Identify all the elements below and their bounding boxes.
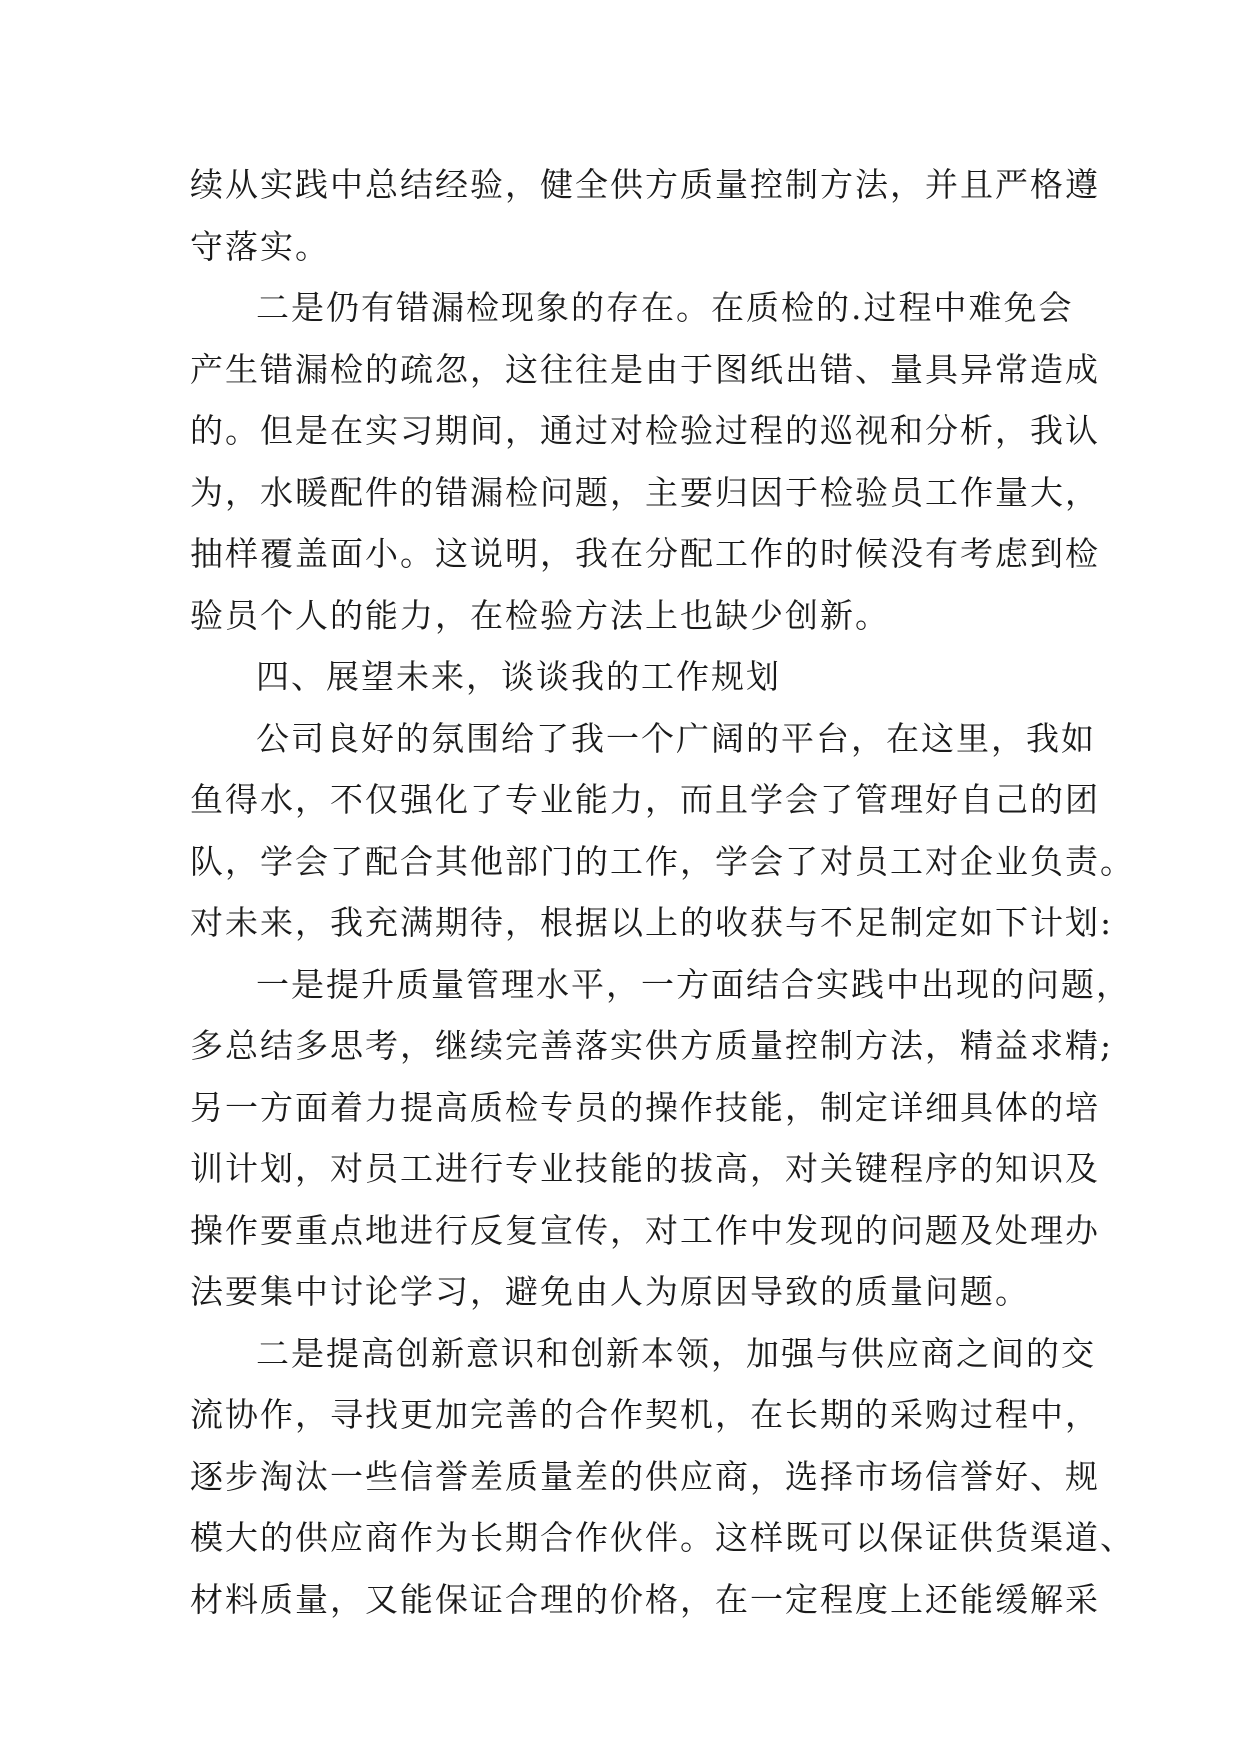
text-line: 为，水暖配件的错漏检问题，主要归因于检验员工作量大， bbox=[190, 472, 1100, 512]
text-line: 训计划，对员工进行专业技能的拔高，对关键程序的知识及 bbox=[190, 1149, 1100, 1188]
text-line: 操作要重点地进行反复宣传，对工作中发现的问题及处理办 bbox=[190, 1210, 1100, 1250]
text-line: 抽样覆盖面小。这说明，我在分配工作的时候没有考虑到检 bbox=[190, 534, 1100, 573]
text-line: 逐步淘汰一些信誉差质量差的供应商，选择市场信誉好、规 bbox=[190, 1456, 1100, 1496]
text-line: 队，学会了配合其他部门的工作，学会了对员工对企业负责。 bbox=[190, 841, 1135, 881]
text-line: 对未来，我充满期待，根据以上的收获与不足制定如下计划: bbox=[190, 903, 1114, 942]
document-body bbox=[190, 154, 1135, 1630]
text-line: 材料质量，又能保证合理的价格，在一定程度上还能缓解采 bbox=[190, 1579, 1100, 1619]
text-line: 多总结多思考，继续完善落实供方质量控制方法，精益求精; bbox=[190, 1026, 1114, 1065]
text-line: 二是仍有错漏检现象的存在。在质检的.过程中难免会 bbox=[256, 288, 1074, 327]
text-line: 另一方面着力提高质检专员的操作技能，制定详细具体的培 bbox=[190, 1087, 1100, 1127]
text-line: 流协作，寻找更加完善的合作契机，在长期的采购过程中， bbox=[190, 1395, 1100, 1434]
text-line: 鱼得水，不仅强化了专业能力，而且学会了管理好自己的团 bbox=[190, 780, 1100, 819]
text-line: 模大的供应商作为长期合作伙伴。这样既可以保证供货渠道、 bbox=[190, 1518, 1135, 1557]
text-line: 验员个人的能力，在检验方法上也缺少创新。 bbox=[190, 595, 890, 635]
text-line: 法要集中讨论学习，避免由人为原因导致的质量问题。 bbox=[190, 1272, 1030, 1311]
text-line: 守落实。 bbox=[190, 226, 330, 266]
text-line: 续从实践中总结经验，健全供方质量控制方法，并且严格遵 bbox=[190, 165, 1100, 204]
text-line: 公司良好的氛围给了我一个广阔的平台，在这里，我如 bbox=[256, 718, 1096, 758]
text-line: 产生错漏检的疏忽，这往往是由于图纸出错、量具异常造成 bbox=[190, 349, 1100, 389]
text-line: 二是提高创新意识和创新本领，加强与供应商之间的交 bbox=[256, 1333, 1096, 1373]
text-line: 一是提升质量管理水平，一方面结合实践中出现的问题， bbox=[256, 964, 1131, 1004]
text-line: 的。但是在实习期间，通过对检验过程的巡视和分析，我认 bbox=[190, 411, 1100, 450]
text-line: 四、展望未来，谈谈我的工作规划 bbox=[256, 657, 781, 696]
